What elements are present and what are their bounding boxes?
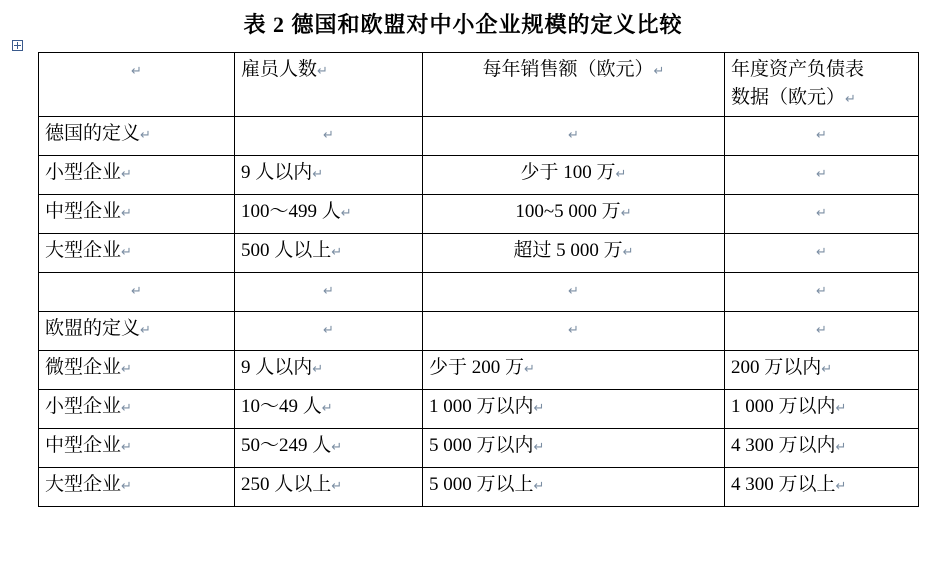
table-row-spacer: [39, 273, 919, 312]
cell-mark: ↵: [121, 205, 132, 221]
header-cell-balance: 年度资产负债表 数据（欧元）↵: [725, 53, 919, 117]
cell-mark: ↵: [331, 439, 343, 455]
row-balance: 4 300 万以内↵: [725, 429, 919, 468]
cell-mark: ↵: [615, 166, 627, 182]
cell-mark: ↵: [317, 63, 328, 78]
cell-mark: ↵: [121, 166, 132, 182]
cell-mark: ↵: [121, 244, 132, 260]
row-employees: 250 人以上↵: [235, 468, 423, 507]
comparison-table: [38, 52, 919, 507]
table-row: [39, 234, 919, 273]
row-sales: [423, 312, 725, 351]
cell-mark: ↵: [340, 205, 352, 221]
row-balance: [725, 273, 919, 312]
header-cell-employees: 雇员人数↵: [235, 53, 423, 117]
cell-mark: ↵: [620, 205, 632, 221]
row-balance: [725, 195, 919, 234]
table-row: [39, 195, 919, 234]
row-label: 大型企业↵: [39, 234, 235, 273]
cell-mark: ↵: [331, 478, 343, 494]
cell-mark: ↵: [653, 63, 665, 78]
table-row: [39, 117, 919, 156]
table-row: [39, 429, 919, 468]
cell-mark: ↵: [524, 361, 535, 377]
cell-mark: ↵: [835, 439, 847, 455]
table-row: [39, 351, 919, 390]
cell-mark: ↵: [323, 283, 334, 299]
cell-mark: ↵: [533, 478, 545, 494]
cell-mark: ↵: [121, 439, 132, 455]
cell-mark: ↵: [533, 400, 545, 416]
row-label: [39, 273, 235, 312]
row-label: 微型企业↵: [39, 351, 235, 390]
row-label: 中型企业↵: [39, 195, 235, 234]
row-label: 德国的定义↵: [39, 117, 235, 156]
row-balance: 1 000 万以内↵: [725, 390, 919, 429]
cell-mark: ↵: [331, 244, 343, 260]
row-balance: [725, 312, 919, 351]
row-sales: [423, 117, 725, 156]
cell-mark: ↵: [568, 127, 579, 143]
row-balance: [725, 117, 919, 156]
header-cell-blank: [39, 53, 235, 117]
row-employees: [235, 312, 423, 351]
cell-mark: ↵: [835, 400, 847, 416]
cell-mark: ↵: [568, 283, 579, 299]
row-sales: [423, 273, 725, 312]
table-move-handle-icon[interactable]: [12, 40, 23, 51]
page-title: 表 2 德国和欧盟对中小企业规模的定义比较: [243, 12, 683, 37]
cell-mark: ↵: [312, 361, 324, 377]
row-employees: 500 人以上↵: [235, 234, 423, 273]
cell-mark: ↵: [845, 90, 856, 106]
cell-mark: ↵: [131, 283, 142, 299]
row-sales: 超过 5 000 万↵: [423, 234, 725, 273]
row-employees: 9 人以内↵: [235, 156, 423, 195]
table-row: [39, 468, 919, 507]
row-balance: 4 300 万以上↵: [725, 468, 919, 507]
cell-mark: ↵: [533, 439, 545, 455]
cell-mark: ↵: [835, 478, 847, 494]
cell-mark: ↵: [816, 322, 827, 338]
cell-mark: ↵: [321, 400, 333, 416]
row-balance: [725, 234, 919, 273]
table-row: [39, 156, 919, 195]
row-employees: 100～499 人↵: [235, 195, 423, 234]
row-sales: 少于 200 万↵: [423, 351, 725, 390]
table-header-row: [39, 53, 919, 117]
cell-mark: ↵: [816, 127, 827, 143]
row-label: 欧盟的定义↵: [39, 312, 235, 351]
cell-mark: ↵: [816, 166, 827, 182]
cell-mark: ↵: [568, 322, 579, 338]
cell-mark: ↵: [131, 63, 142, 78]
cell-mark: ↵: [816, 244, 827, 260]
row-label: 中型企业↵: [39, 429, 235, 468]
cell-mark: ↵: [121, 400, 132, 416]
table-row: [39, 390, 919, 429]
row-employees: 9 人以内↵: [235, 351, 423, 390]
cell-mark: ↵: [312, 166, 324, 182]
cell-mark: ↵: [140, 322, 151, 338]
row-balance: [725, 156, 919, 195]
cell-mark: ↵: [816, 283, 827, 299]
row-employees: 10～49 人↵: [235, 390, 423, 429]
row-balance: 200 万以内↵: [725, 351, 919, 390]
cell-mark: ↵: [121, 478, 132, 494]
row-sales: 少于 100 万↵: [423, 156, 725, 195]
row-label: 小型企业↵: [39, 156, 235, 195]
row-sales: 1 000 万以内↵: [423, 390, 725, 429]
row-sales: 5 000 万以上↵: [423, 468, 725, 507]
row-employees: [235, 273, 423, 312]
table-body: [39, 53, 919, 507]
cell-mark: ↵: [622, 244, 634, 260]
cell-mark: ↵: [821, 361, 833, 377]
row-sales: 5 000 万以内↵: [423, 429, 725, 468]
header-cell-sales: 每年销售额（欧元）↵: [423, 53, 725, 117]
row-label: 大型企业↵: [39, 468, 235, 507]
cell-mark: ↵: [140, 127, 151, 143]
table-row: [39, 312, 919, 351]
cell-mark: ↵: [323, 127, 334, 143]
row-employees: 50～249 人↵: [235, 429, 423, 468]
row-sales: 100~5 000 万↵: [423, 195, 725, 234]
cell-mark: ↵: [323, 322, 334, 338]
row-employees: [235, 117, 423, 156]
cell-mark: ↵: [121, 361, 132, 377]
row-label: 小型企业↵: [39, 390, 235, 429]
cell-mark: ↵: [816, 205, 827, 221]
